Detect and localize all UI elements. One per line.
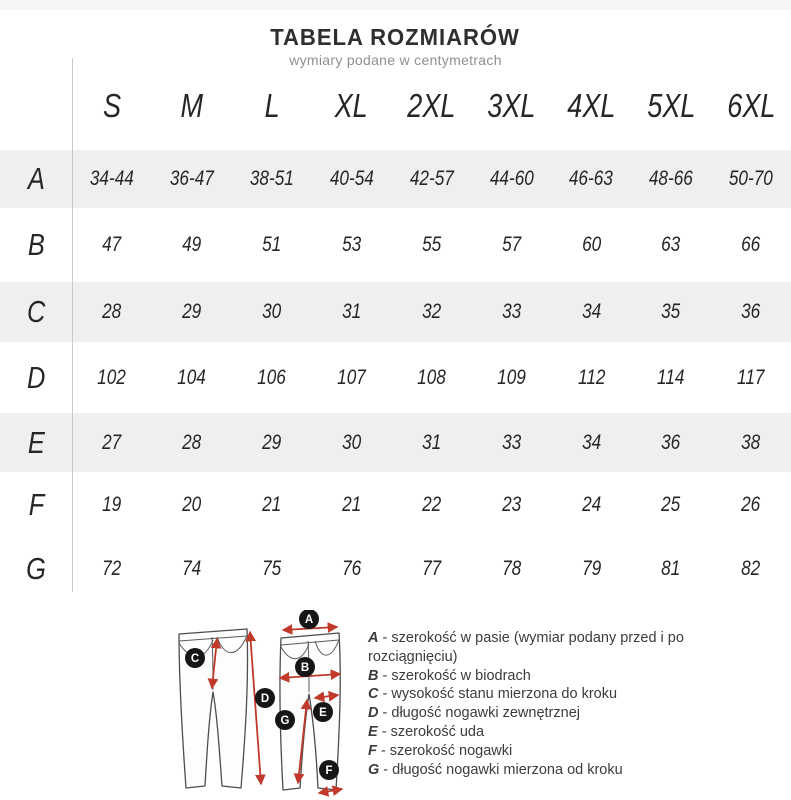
cell-C-XL — [312, 282, 392, 342]
legend-letter-C: C — [368, 686, 379, 703]
legend-desc-A: szerokość w pasie (wymiar podany przed i po rozciągnięciu) — [368, 630, 684, 665]
legend-desc-D: długość nogawki zewnętrznej — [391, 705, 580, 722]
cell-A-6XL-text: 50-70 — [729, 167, 774, 190]
legend-letter-A: A — [368, 630, 379, 646]
table-row-G — [0, 537, 791, 600]
cell-G-6XL-text: 82 — [741, 556, 761, 580]
cell-A-5XL — [631, 150, 711, 208]
cell-E-2XL-text: 31 — [421, 430, 442, 454]
cell-A-L-text: 38-51 — [249, 167, 294, 190]
cell-F-M — [152, 472, 232, 537]
column-header-6XL-text: 6XL — [726, 87, 776, 124]
legend-separator: - — [378, 667, 392, 684]
cell-G-XL-text: 76 — [342, 556, 362, 580]
legend-separator: - — [378, 630, 392, 646]
cell-D-2XL — [392, 342, 472, 413]
cell-E-XL — [312, 413, 392, 472]
legend-separator: - — [377, 723, 391, 740]
cell-C-2XL — [392, 282, 472, 342]
cell-C-S — [72, 282, 152, 342]
cell-G-3XL-text: 78 — [501, 556, 521, 580]
page-subtitle: wymiary podane w centymetrach — [289, 52, 502, 68]
legend-item-E — [368, 723, 764, 742]
cell-B-XL-text: 53 — [342, 233, 362, 256]
badge-C-letter: C — [190, 653, 200, 665]
legend-letter-G: G — [368, 761, 380, 778]
row-label-G — [0, 537, 72, 600]
column-header-4XL-text: 4XL — [567, 87, 616, 124]
cell-F-3XL — [471, 472, 551, 537]
cell-A-3XL-text: 44-60 — [489, 167, 534, 190]
measure-arrow-D — [250, 632, 261, 784]
cell-F-L — [232, 472, 312, 537]
cell-D-M-text: 104 — [177, 365, 207, 389]
column-header-5XL-text: 5XL — [647, 87, 696, 124]
cell-C-5XL-text: 35 — [661, 300, 681, 323]
cell-G-M-text: 74 — [182, 556, 202, 580]
cell-B-5XL — [631, 208, 711, 282]
cell-A-2XL-text: 42-57 — [409, 167, 454, 190]
pants-left — [179, 629, 275, 788]
cell-C-3XL-text: 33 — [501, 300, 521, 323]
cell-F-XL-text: 21 — [342, 492, 362, 516]
cell-A-4XL — [551, 150, 631, 208]
table-body — [0, 150, 791, 600]
cell-A-XL-text: 40-54 — [329, 167, 374, 190]
row-label-F — [0, 472, 72, 537]
cell-A-M-text: 36-47 — [169, 167, 214, 190]
legend-letter-F: F — [368, 742, 377, 759]
legend-item-A — [368, 629, 764, 667]
legend-item-D — [368, 704, 764, 723]
cell-D-M — [152, 342, 232, 413]
column-header-4XL — [551, 62, 631, 150]
cell-B-4XL — [551, 208, 631, 282]
cell-G-6XL — [711, 537, 791, 600]
cell-E-2XL — [392, 413, 472, 472]
legend-desc-E: szerokość uda — [390, 723, 485, 740]
cell-E-6XL — [711, 413, 791, 472]
measurement-legend — [368, 629, 764, 779]
cell-D-3XL — [471, 342, 551, 413]
badge-B-letter: B — [300, 662, 310, 674]
cell-A-S — [72, 150, 152, 208]
size-table — [0, 62, 791, 600]
table-row-B — [0, 208, 791, 282]
cell-D-4XL — [551, 342, 631, 413]
column-header-S — [72, 62, 152, 150]
cell-A-4XL-text: 46-63 — [569, 167, 614, 190]
cell-E-3XL-text: 33 — [501, 430, 521, 454]
cell-A-M — [152, 150, 232, 208]
cell-B-2XL-text: 55 — [421, 233, 442, 256]
cell-G-L-text: 75 — [262, 556, 282, 580]
badge-G-letter: G — [280, 715, 290, 727]
cell-E-M-text: 28 — [182, 430, 202, 454]
cell-C-4XL — [551, 282, 631, 342]
row-label-C — [0, 282, 72, 342]
cell-F-6XL — [711, 472, 791, 537]
cell-E-4XL — [551, 413, 631, 472]
cell-D-L — [232, 342, 312, 413]
row-label-F-text: F — [28, 486, 44, 522]
row-label-E — [0, 413, 72, 472]
column-header-XL — [312, 62, 392, 150]
cell-B-L-text: 51 — [262, 233, 282, 256]
row-label-D-text: D — [26, 359, 46, 395]
row-label-B — [0, 208, 72, 282]
cell-F-4XL — [551, 472, 631, 537]
cell-D-XL — [312, 342, 392, 413]
legend-letter-D: D — [368, 705, 379, 722]
cell-E-XL-text: 30 — [342, 430, 362, 454]
cell-E-L — [232, 413, 312, 472]
cell-C-5XL — [631, 282, 711, 342]
cell-G-3XL — [471, 537, 551, 600]
cell-B-XL — [312, 208, 392, 282]
cell-D-XL-text: 107 — [337, 365, 366, 389]
cell-F-2XL-text: 22 — [421, 492, 442, 516]
cell-D-5XL — [631, 342, 711, 413]
row-label-G-text: G — [26, 550, 46, 586]
header-row — [0, 62, 791, 150]
cell-G-XL — [312, 537, 392, 600]
cell-F-3XL-text: 23 — [501, 492, 521, 516]
cell-G-4XL-text: 79 — [581, 556, 601, 580]
cell-C-L — [232, 282, 312, 342]
badge-A-letter: A — [304, 614, 314, 626]
cell-E-3XL — [471, 413, 551, 472]
legend-desc-G: długość nogawki mierzona od kroku — [392, 761, 623, 778]
cell-G-S-text: 72 — [102, 556, 122, 580]
table-row-E — [0, 413, 791, 472]
legend-item-C — [368, 685, 764, 704]
cell-F-4XL-text: 24 — [581, 492, 601, 516]
cell-C-XL-text: 31 — [342, 300, 362, 323]
cell-C-M-text: 29 — [182, 300, 202, 323]
cell-D-6XL — [711, 342, 791, 413]
page-title: TABELA ROZMIARÓW — [270, 24, 521, 50]
legend-desc-F: szerokość nogawki — [389, 742, 513, 759]
cell-F-5XL — [631, 472, 711, 537]
cell-B-6XL-text: 66 — [741, 233, 761, 256]
cell-F-S — [72, 472, 152, 537]
cell-E-6XL-text: 38 — [741, 430, 761, 454]
cell-G-M — [152, 537, 232, 600]
cell-F-5XL-text: 25 — [661, 492, 681, 516]
column-header-3XL — [471, 62, 551, 150]
column-header-6XL — [711, 62, 791, 150]
row-label-E-text: E — [27, 424, 45, 460]
legend-letter-E: E — [368, 723, 378, 740]
cell-A-3XL — [471, 150, 551, 208]
column-header-S-text: S — [102, 87, 121, 124]
header-corner-cell — [0, 62, 72, 150]
cell-B-S — [72, 208, 152, 282]
table-row-F — [0, 472, 791, 537]
cell-C-4XL-text: 34 — [581, 300, 601, 323]
cell-F-M-text: 20 — [182, 492, 202, 516]
cell-B-2XL — [392, 208, 472, 282]
cell-F-L-text: 21 — [262, 492, 282, 516]
table-divider-line — [72, 58, 73, 592]
badge-F-letter: F — [325, 765, 333, 777]
column-header-XL-text: XL — [335, 87, 369, 124]
cell-E-S — [72, 413, 152, 472]
cell-B-M-text: 49 — [182, 233, 202, 256]
cell-E-M — [152, 413, 232, 472]
cell-C-3XL — [471, 282, 551, 342]
cell-G-5XL — [631, 537, 711, 600]
cell-B-3XL-text: 57 — [501, 233, 521, 256]
cell-C-L-text: 30 — [262, 300, 282, 323]
cell-E-4XL-text: 34 — [581, 430, 601, 454]
badge-E-letter: E — [319, 707, 327, 719]
pants-right — [275, 610, 342, 793]
row-label-B-text: B — [27, 227, 45, 262]
cell-B-3XL — [471, 208, 551, 282]
cell-D-S — [72, 342, 152, 413]
cell-A-5XL-text: 48-66 — [649, 167, 694, 190]
column-header-2XL — [392, 62, 472, 150]
cell-D-2XL-text: 108 — [417, 365, 446, 389]
cell-B-M — [152, 208, 232, 282]
legend-item-F — [368, 742, 764, 761]
legend-item-G — [368, 761, 764, 780]
cell-E-S-text: 27 — [102, 430, 122, 454]
cell-D-S-text: 102 — [97, 365, 127, 389]
cell-G-4XL — [551, 537, 631, 600]
column-header-M — [152, 62, 232, 150]
cell-B-S-text: 47 — [102, 233, 122, 256]
legend-separator: - — [378, 686, 392, 703]
cell-C-6XL-text: 36 — [741, 300, 761, 323]
pants-diagram — [168, 610, 370, 798]
cell-D-5XL-text: 114 — [657, 365, 685, 389]
cell-F-S-text: 19 — [102, 492, 122, 516]
cell-D-6XL-text: 117 — [737, 365, 765, 389]
cell-B-L — [232, 208, 312, 282]
cell-D-3XL-text: 109 — [497, 365, 526, 389]
cell-A-XL — [312, 150, 392, 208]
cell-A-L — [232, 150, 312, 208]
cell-A-2XL — [392, 150, 472, 208]
cell-B-5XL-text: 63 — [661, 233, 681, 256]
column-header-L — [232, 62, 312, 150]
row-label-D — [0, 342, 72, 413]
badge-D-letter: D — [260, 693, 270, 705]
cell-B-4XL-text: 60 — [581, 233, 601, 256]
column-header-5XL — [631, 62, 711, 150]
legend-separator: - — [379, 761, 393, 778]
cell-A-S-text: 34-44 — [89, 167, 134, 190]
cell-E-5XL-text: 36 — [661, 430, 681, 454]
column-header-2XL-text: 2XL — [407, 87, 456, 124]
row-label-C-text: C — [26, 294, 46, 329]
table-row-C — [0, 282, 791, 342]
cell-C-M — [152, 282, 232, 342]
legend-letter-B: B — [368, 667, 379, 684]
column-header-L-text: L — [264, 87, 280, 124]
cell-C-2XL-text: 32 — [421, 300, 442, 323]
cell-D-4XL-text: 112 — [577, 365, 606, 389]
legend-separator: - — [376, 742, 390, 759]
row-label-A — [0, 150, 72, 208]
top-strip — [0, 0, 791, 10]
row-label-A-text: A — [27, 161, 45, 196]
cell-G-S — [72, 537, 152, 600]
legend-desc-C: wysokość stanu mierzona do kroku — [391, 686, 618, 703]
cell-C-6XL — [711, 282, 791, 342]
cell-E-L-text: 29 — [262, 430, 282, 454]
legend-desc-B: szerokość w biodrach — [391, 667, 531, 684]
cell-F-2XL — [392, 472, 472, 537]
table-row-A — [0, 150, 791, 208]
cell-A-6XL — [711, 150, 791, 208]
column-header-3XL-text: 3XL — [487, 87, 536, 124]
cell-G-L — [232, 537, 312, 600]
cell-G-2XL-text: 77 — [421, 556, 442, 580]
cell-F-XL — [312, 472, 392, 537]
cell-G-2XL — [392, 537, 472, 600]
cell-F-6XL-text: 26 — [741, 492, 761, 516]
legend-item-B — [368, 667, 764, 686]
cell-D-L-text: 106 — [257, 365, 287, 389]
cell-C-S-text: 28 — [102, 300, 122, 323]
cell-E-5XL — [631, 413, 711, 472]
column-header-M-text: M — [180, 87, 204, 124]
cell-B-6XL — [711, 208, 791, 282]
table-row-D — [0, 342, 791, 413]
cell-G-5XL-text: 81 — [661, 556, 681, 580]
legend-separator: - — [378, 705, 392, 722]
